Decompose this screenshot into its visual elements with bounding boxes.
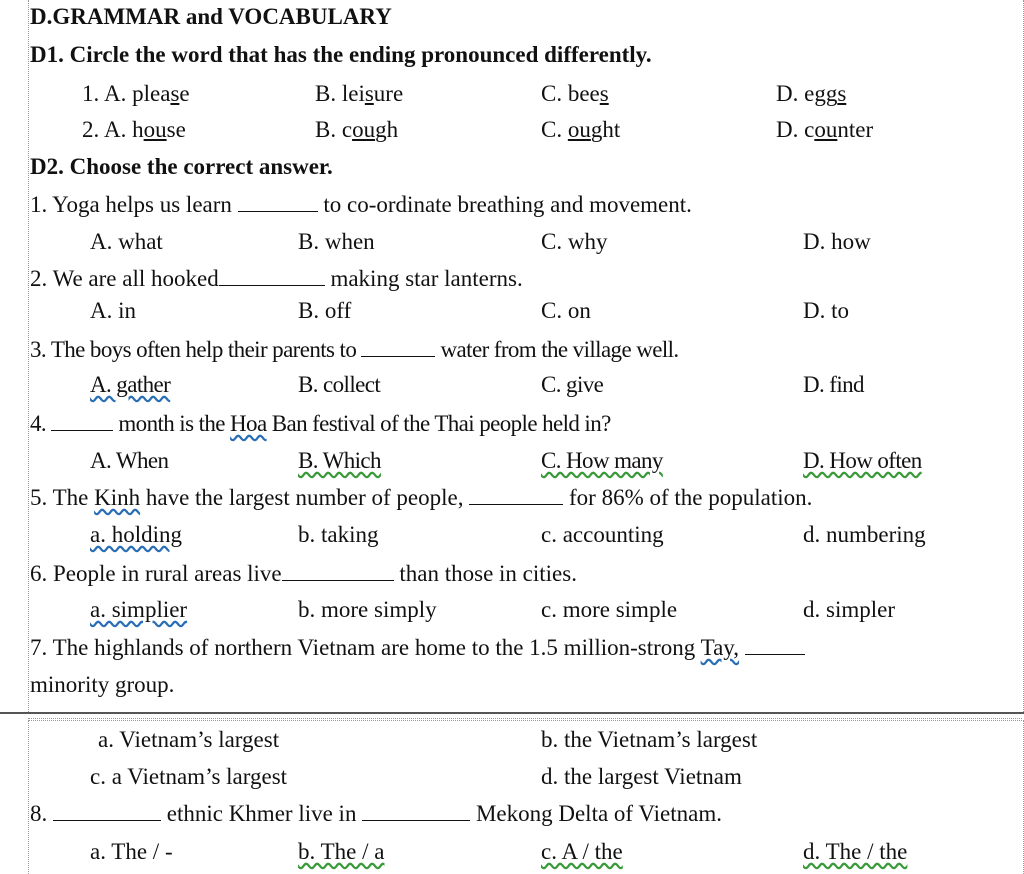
question-text-before: People in rural areas live — [53, 561, 282, 586]
q7-option-b[interactable]: b. the Vietnam’s largest — [541, 727, 758, 752]
question-text-after: than those in cities. — [399, 561, 577, 586]
section-title: D.GRAMMAR and VOCABULARY — [30, 4, 392, 29]
q1-option-d[interactable]: D. how — [803, 229, 871, 254]
question-text-before: We are all hooked — [52, 266, 219, 291]
answer-blank[interactable] — [362, 802, 470, 821]
d1-heading: D1. Circle the word that has the ending pronounced differently. — [30, 42, 652, 67]
d1-q2-option-c[interactable]: C. ought — [541, 117, 621, 142]
q2-option-b[interactable]: B. off — [298, 298, 352, 323]
q2-option-d[interactable]: D. to — [803, 298, 849, 323]
answer-blank[interactable] — [282, 562, 394, 581]
d1-q2-option-d[interactable]: D. counter — [776, 117, 874, 142]
answer-blank[interactable] — [469, 486, 563, 505]
question-text-mid: ethnic Khmer live in — [166, 801, 357, 826]
question-text-after: Mekong Delta of Vietnam. — [475, 801, 722, 826]
q6-option-c[interactable]: c. more simple — [541, 597, 678, 622]
q7-option-a[interactable]: a. Vietnam’s largest — [98, 727, 280, 752]
question-7-continued: minority group. — [30, 672, 175, 697]
question-number: 4. — [30, 411, 47, 436]
question-3 — [30, 335, 679, 365]
q4-option-d[interactable]: D. How often — [803, 448, 922, 473]
q3-option-c[interactable]: C. give — [541, 372, 604, 397]
page-separator — [0, 712, 1024, 714]
d1-q2-option-a[interactable]: A. house — [104, 117, 186, 142]
question-4: 4. month is the Hoa Ban festival of the Thai people held in? — [30, 411, 611, 436]
question-5: 5. The Kinh have the largest number of people, for 86% of the population. — [30, 485, 813, 510]
q6-option-d[interactable]: d. simpler — [803, 597, 895, 622]
d1-q2-option-b[interactable]: B. cough — [315, 117, 399, 142]
answer-blank[interactable] — [361, 338, 435, 357]
d1-q1-option-c[interactable]: C. bees — [541, 81, 609, 106]
q8-option-d[interactable]: d. The / the — [803, 839, 908, 864]
q5-option-d[interactable]: d. numbering — [803, 522, 926, 547]
d1-q1-option-b[interactable]: B. leisure — [315, 81, 404, 106]
q8-option-b[interactable]: b. The / a — [298, 839, 385, 864]
question-number: 3. — [30, 337, 47, 362]
answer-blank[interactable] — [219, 267, 325, 286]
question-text-after: water from the village well. — [440, 337, 679, 362]
question-text-after: making star lanterns. — [330, 266, 523, 291]
q4-option-a[interactable]: A. When — [90, 448, 169, 473]
q1-option-b[interactable]: B. when — [298, 229, 375, 254]
question-2 — [30, 264, 523, 294]
q1-option-a[interactable]: A. what — [90, 229, 163, 254]
d2-heading: D2. Choose the correct answer. — [30, 154, 333, 179]
d1-q1-option-d[interactable]: D. eggs — [776, 81, 847, 106]
question-text-after: month is the — [118, 411, 231, 436]
question-number: 8. — [30, 801, 48, 826]
answer-blank[interactable] — [745, 636, 805, 655]
q5-option-c[interactable]: c. accounting — [541, 522, 664, 547]
q8-option-c[interactable]: c. A / the — [541, 839, 623, 864]
d1-q1-number: 1. — [82, 81, 100, 106]
q7-option-c[interactable]: c. a Vietnam’s largest — [90, 764, 288, 789]
question-text-before: Yoga helps us learn — [52, 192, 232, 217]
question-text-after: for 86% of the population. — [569, 485, 813, 510]
d1-q1-option-a[interactable]: A. please — [104, 81, 190, 106]
question-8 — [30, 799, 722, 829]
q7-option-d[interactable]: d. the largest Vietnam — [541, 764, 742, 789]
q5-option-a[interactable]: a. holding — [90, 522, 182, 547]
q6-option-a[interactable]: a. simplier — [90, 597, 188, 622]
question-number: 1. — [30, 192, 48, 217]
q4-option-b[interactable]: B. Which — [298, 448, 381, 473]
q5-option-b[interactable]: b. taking — [298, 522, 379, 547]
q8-option-a[interactable]: a. The / - — [90, 839, 173, 864]
question-text-before: The boys often help their parents to — [50, 337, 357, 362]
question-number: 7. — [30, 635, 48, 660]
q3-option-a[interactable]: A. gather — [90, 372, 171, 397]
question-number: 6. — [30, 561, 48, 586]
q3-option-d[interactable]: D. find — [803, 372, 864, 397]
q2-option-c[interactable]: C. on — [541, 298, 591, 323]
d1-q2-number: 2. — [82, 117, 100, 142]
q3-option-b[interactable]: B. collect — [298, 372, 381, 397]
q1-option-c[interactable]: C. why — [541, 229, 608, 254]
question-text-after: to co-ordinate breathing and movement. — [323, 192, 692, 217]
question-number: 2. — [30, 266, 48, 291]
question-7: 7. The highlands of northern Vietnam are home to the 1.5 million-strong Tay, — [30, 633, 805, 663]
q4-option-c[interactable]: C. How many — [541, 448, 663, 473]
question-6 — [30, 559, 577, 589]
q2-option-a[interactable]: A. in — [90, 298, 136, 323]
answer-blank[interactable] — [238, 193, 318, 212]
page-separator-dotted — [28, 718, 1022, 719]
answer-blank[interactable] — [53, 802, 161, 821]
answer-blank[interactable] — [51, 412, 113, 431]
question-1 — [30, 190, 692, 220]
question-number: 5. — [30, 485, 48, 510]
q6-option-b[interactable]: b. more simply — [298, 597, 437, 622]
